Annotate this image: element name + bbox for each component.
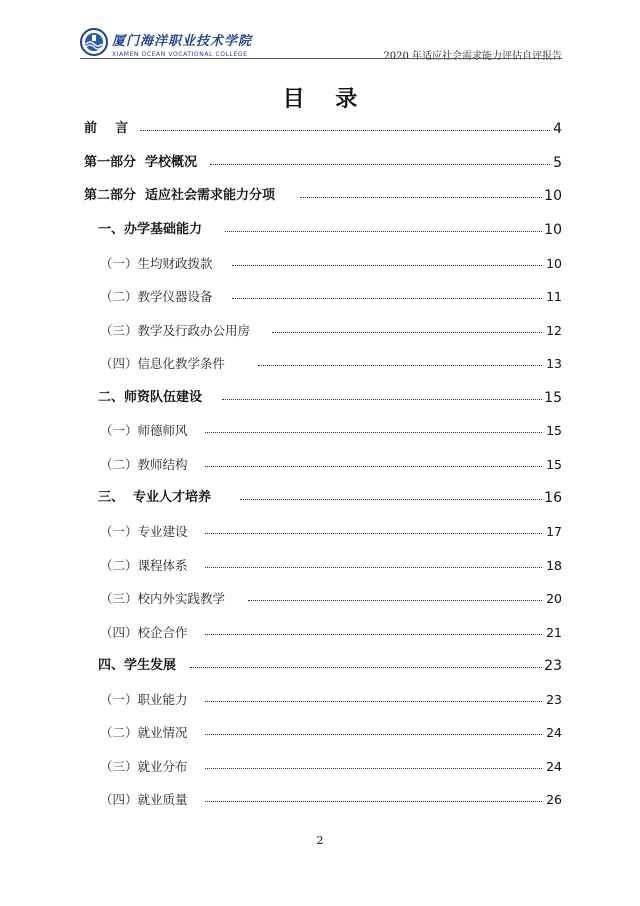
toc-leader bbox=[258, 365, 542, 366]
toc-title: 目 录 bbox=[282, 87, 358, 112]
toc-label: （三）就业分布 bbox=[100, 757, 190, 777]
toc-page: 13 bbox=[544, 354, 562, 374]
toc-leader bbox=[232, 298, 542, 299]
toc-label: 一、办学基础能力 bbox=[98, 220, 204, 240]
toc-leader bbox=[205, 432, 542, 433]
toc-entry[interactable] bbox=[0, 119, 640, 139]
toc-page: 10 bbox=[544, 254, 562, 274]
page-header bbox=[80, 28, 562, 62]
toc-label: 第二部分 适应社会需求能力分项 bbox=[84, 186, 277, 206]
toc-label: 前 言 bbox=[84, 119, 130, 139]
toc-entry[interactable] bbox=[0, 321, 640, 341]
toc-entry[interactable] bbox=[0, 388, 640, 408]
toc-entry[interactable] bbox=[0, 186, 640, 206]
toc-label: （四）就业质量 bbox=[100, 790, 190, 810]
toc-entry[interactable] bbox=[0, 421, 640, 441]
toc-entry[interactable] bbox=[0, 790, 640, 810]
toc-page: 15 bbox=[544, 421, 562, 441]
toc-page: 24 bbox=[544, 757, 562, 777]
toc-label: （二）课程体系 bbox=[100, 556, 190, 576]
toc-page: 15 bbox=[544, 390, 562, 406]
toc-entry[interactable] bbox=[0, 220, 640, 240]
toc-label: （一）专业建设 bbox=[100, 522, 190, 542]
toc-leader bbox=[205, 466, 542, 467]
toc-page: 26 bbox=[544, 790, 562, 810]
college-name-cn: 厦门海洋职业技术学院 bbox=[112, 34, 253, 49]
toc-leader bbox=[222, 399, 542, 400]
toc-page: 5 bbox=[553, 155, 562, 171]
toc-leader bbox=[205, 768, 542, 769]
toc-label: （一）生均财政拨款 bbox=[100, 254, 215, 274]
toc-leader bbox=[190, 667, 542, 668]
toc-entry[interactable] bbox=[0, 723, 640, 743]
toc-leader bbox=[300, 197, 542, 198]
toc-page: 20 bbox=[544, 589, 562, 609]
toc-entry[interactable] bbox=[0, 757, 640, 777]
toc-leader bbox=[240, 499, 542, 500]
toc-label: （一）师德师风 bbox=[100, 421, 190, 441]
toc-leader bbox=[225, 231, 542, 232]
toc-label: 第一部分 学校概况 bbox=[84, 153, 199, 173]
toc-entry[interactable] bbox=[0, 589, 640, 609]
toc-leader bbox=[205, 734, 542, 735]
toc-label: 二、师资队伍建设 bbox=[98, 388, 204, 408]
toc-label: 三、 专业人才培养 bbox=[98, 488, 213, 508]
toc-label: （三）教学及行政办公用房 bbox=[100, 321, 252, 341]
toc-label: （二）就业情况 bbox=[100, 723, 190, 743]
toc-label: （一）职业能力 bbox=[100, 690, 190, 710]
toc-leader bbox=[205, 567, 542, 568]
toc-entry[interactable] bbox=[0, 488, 640, 508]
toc-page: 10 bbox=[544, 222, 562, 238]
toc-entry[interactable] bbox=[0, 287, 640, 307]
toc-label: 四、学生发展 bbox=[98, 656, 178, 676]
toc-entry[interactable] bbox=[0, 153, 640, 173]
toc-page: 11 bbox=[544, 287, 562, 307]
toc-page: 10 bbox=[544, 188, 562, 204]
toc-page: 23 bbox=[544, 658, 562, 674]
page-number: 2 bbox=[316, 834, 324, 847]
toc-page: 18 bbox=[544, 556, 562, 576]
college-name-en: XIAMEN OCEAN VOCATIONAL COLLEGE bbox=[112, 51, 248, 58]
toc-leader bbox=[248, 600, 542, 601]
toc-page: 12 bbox=[544, 321, 562, 341]
toc-page: 17 bbox=[544, 522, 562, 542]
toc-page: 4 bbox=[553, 121, 562, 137]
toc-leader bbox=[205, 801, 542, 802]
toc-label: （二）教师结构 bbox=[100, 455, 190, 475]
toc-entry[interactable] bbox=[0, 656, 640, 676]
toc-entry[interactable] bbox=[0, 254, 640, 274]
toc-entry[interactable] bbox=[0, 522, 640, 542]
header-divider bbox=[80, 58, 562, 59]
toc-entry[interactable] bbox=[0, 556, 640, 576]
toc-page: 16 bbox=[544, 490, 562, 506]
toc-label: （四）校企合作 bbox=[100, 623, 190, 643]
toc-page: 15 bbox=[544, 455, 562, 475]
toc-entry[interactable] bbox=[0, 690, 640, 710]
toc-leader bbox=[205, 701, 542, 702]
toc-leader bbox=[210, 164, 550, 165]
toc-leader bbox=[232, 265, 542, 266]
toc-leader bbox=[272, 332, 542, 333]
toc-page: 23 bbox=[544, 690, 562, 710]
toc-entry[interactable] bbox=[0, 455, 640, 475]
toc-label: （四）信息化教学条件 bbox=[100, 354, 227, 374]
toc-entry[interactable] bbox=[0, 623, 640, 643]
toc-leader bbox=[140, 130, 550, 131]
toc-leader bbox=[205, 533, 542, 534]
toc-entry[interactable] bbox=[0, 354, 640, 374]
toc-leader bbox=[205, 634, 542, 635]
toc-page: 21 bbox=[544, 623, 562, 643]
report-title: 2020 年适应社会需求能力评估自评报告 bbox=[383, 51, 562, 62]
toc-label: （二）教学仪器设备 bbox=[100, 287, 215, 307]
toc-label: （三）校内外实践教学 bbox=[100, 589, 227, 609]
toc-page: 24 bbox=[544, 723, 562, 743]
college-logo-icon bbox=[80, 28, 108, 56]
college-name bbox=[112, 30, 252, 58]
